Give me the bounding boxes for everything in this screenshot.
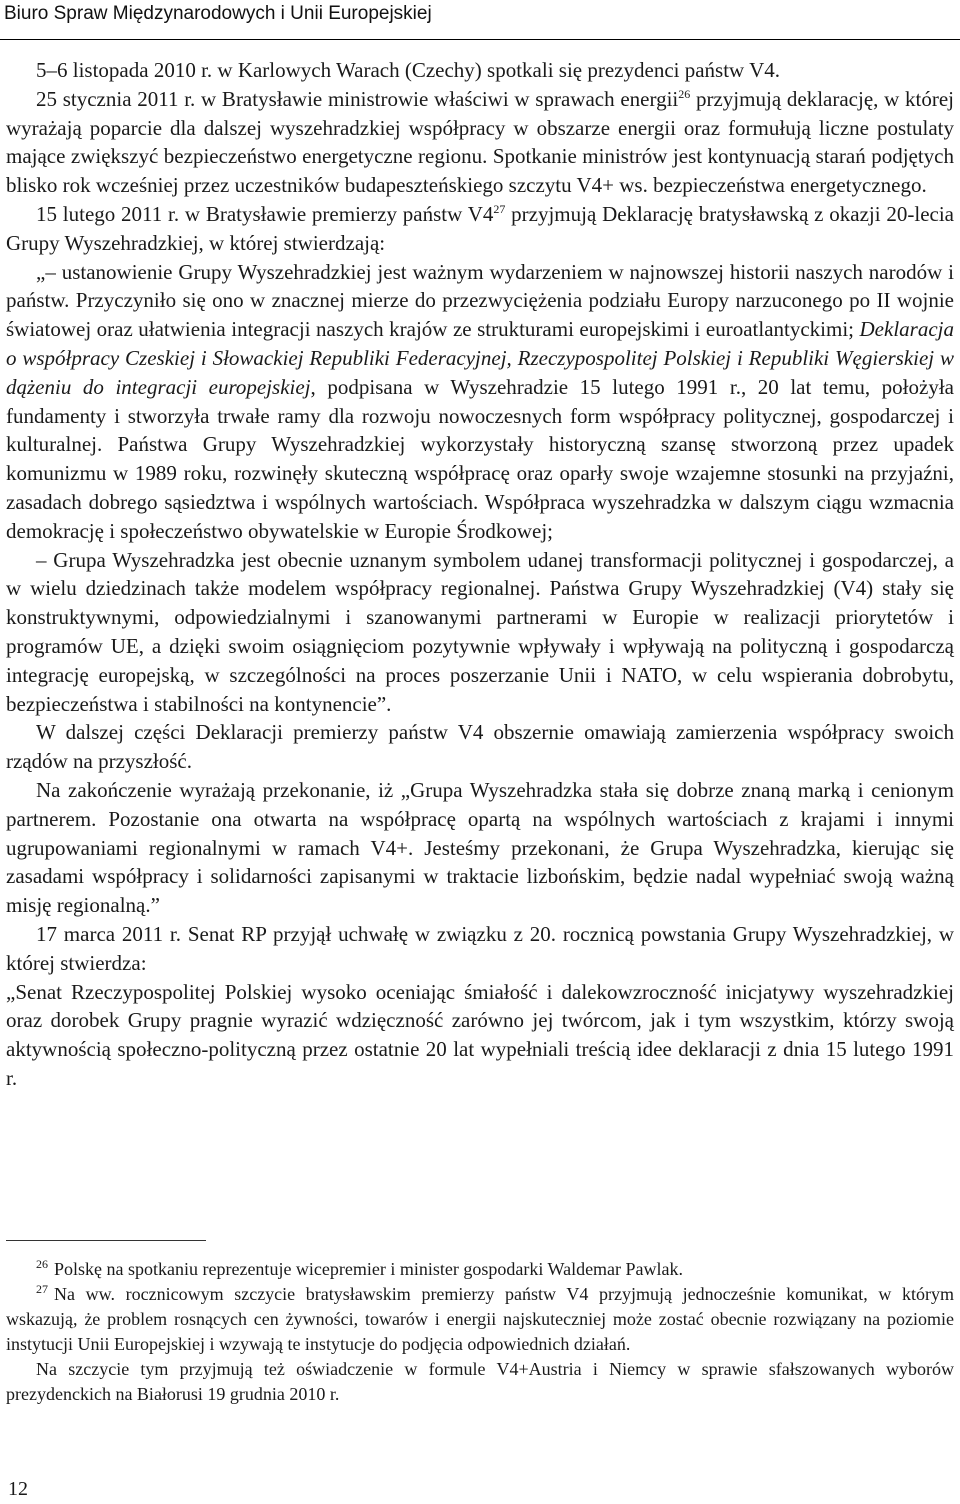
quote-text: „Senat Rzeczypospolitej Polskiej wysoko oceniając śmiałość i dalekowzroczność inicjatywy wyszehradzkiej oraz dorobek Grupy pragnie wyrazić wdzięczność zarówno jej twórcom, jak i tym wszystkim, którzy swoją aktywnością społeczno-polityczną przez ostatnie 20 lat wypełniali treścią idee deklaracji z dnia 15 lutego 1991 r.: [6, 979, 954, 1090]
footnote-divider: [6, 1240, 206, 1241]
page-number: 12: [8, 1478, 28, 1500]
quote-paragraph: [6, 978, 954, 1093]
main-text: [6, 56, 954, 1093]
paragraph: [6, 56, 954, 85]
running-header: [0, 0, 960, 40]
paragraph-text: 5–6 listopada 2010 r. w Karlowych Warach (Czechy) spotkali się prezydenci państw V4.: [36, 58, 781, 82]
paragraph-text: 25 stycznia 2011 r. w Bratysławie ministrowie właściwi w sprawach energii: [36, 86, 679, 111]
footnote-26: [6, 1257, 954, 1282]
paragraph-text: W dalszej części Deklaracji premierzy państw V4 obszernie omawiają zamierzenia współpracy swoich rządów na przyszłość.: [6, 720, 954, 774]
footnote-text: Polskę na spotkaniu reprezentuje wicepremier i minister gospodarki Waldemar Pawlak.: [54, 1259, 684, 1279]
quote-text: – Grupa Wyszehradzka jest obecnie uznanym symbolem udanej transformacji politycznej i gospodarczej, a w wielu dziedzinach także modelem współpracy regionalnej. Państwa Grupy Wyszehradzkiej (V4) stały się konstruktywnymi, odpowiedzialnymi i szanowanymi partnerami w Europie w realizacji priorytetów i programów UE, a dzięki swoim osiągnięciom pozytywnie wpływały i wpływają na polityczną i gospodarczą integrację europejską, w szczególności na proces poszerzanie Unii i NATO, w celu wspierania dobrobytu, bezpieczeństwa i stabilności na kontynencie”.: [6, 547, 954, 716]
paragraph-text: 17 marca 2011 r. Senat RP przyjął uchwałę w związku z 20. rocznicą powstania Grupy Wyszehradzkiej, w której stwierdza:: [6, 921, 954, 975]
footnote-ref[interactable]: 26: [678, 86, 691, 101]
header-title: Biuro Spraw Międzynarodowych i Unii Europejskiej: [4, 3, 432, 24]
paragraph-text: Na zakończenie wyrażają przekonanie, iż „Grupa Wyszehradzka stała się dobrze znaną marką i cenionym partnerem. Pozostanie ona otwarta na współpracę opartą na wspólnych wartościach z krajami i innymi ugrupowaniami regionalnymi w ramach V4+. Jesteśmy przekonani, że Grupa Wyszehradzka, kierując się zasadami współpracy i solidarności zapisanymi w traktacie lizbońskim, będzie nadal wypełniać swoją ważną misję regionalną.”: [6, 777, 954, 918]
footnote-number: 27: [36, 1282, 48, 1296]
footnote-text: Na szczycie tym przyjmują też oświadczenie w formule V4+Austria i Niemcy w sprawie sfałszowanych wyborów prezydenckich na Białorusi 19 grudnia 2010 r.: [6, 1359, 954, 1404]
paragraph-text: przyjmują deklarację, w której wyrażają poparcie dla dalszej wyszehradzkiej współpracy w obszarze energii oraz formułują liczne postulaty mające zwiększyć bezpieczeństwo energetyczne regionu. Spotkanie ministrów jest kontynuacją starań podjętych blisko rok wcześniej przez uczestników budapeszteńskiego szczytu V4+ ws. bezpieczeństwa energetycznego.: [6, 86, 954, 198]
footnote-27: [6, 1282, 954, 1357]
footnote-text: Na ww. rocznicowym szczycie bratysławskim premierzy państw V4 przyjmują jednocześnie komunikat, w którym wskazują, że problem rosnących cen żywności, towarów i energii najskuteczniej może zostać obecnie rozwiązany na poziomie instytucji Unii Europejskiej i wzywają te instytucje do podjęcia odpowiednich działań.: [6, 1284, 954, 1354]
paragraph: [6, 920, 954, 978]
footnotes: [6, 1240, 954, 1407]
quote-text: , podpisana w Wyszehradzie 15 lutego 1991 r., 20 lat temu, położyła fundamenty i stworzyła trwałe ramy dla rozwoju nowoczesnych form współpracy politycznej, gospodarczej i kulturalnej. Państwa Grupy Wyszehradzkiej wykorzystały historyczną szansę stworzoną przez upadek komunizmu w 1989 roku, rozwinęły skuteczną współpracę oraz oparły swoje wzajemne stosunki na przyjaźni, zasadach dobrego sąsiedztwa i wspólnych wartościach. Współpraca wyszehradzka w dalszym ciągu wzmacnia demokrację i społeczeństwo obywatelskie w Europie Środkowej;: [6, 374, 954, 543]
footnote-number: 26: [36, 1257, 48, 1271]
paragraph-text: przyjmują Deklarację bratysławską z okazji 20-lecia Grupy Wyszehradzkiej, w której stwierdzają:: [6, 201, 954, 255]
paragraph: [6, 718, 954, 776]
quote-paragraph: [6, 258, 954, 546]
quote-paragraph: [6, 546, 954, 719]
paragraph-text: 15 lutego 2011 r. w Bratysławie premierzy państw V4: [36, 201, 494, 226]
paragraph: [6, 85, 954, 200]
footnote-27-continued: [6, 1357, 954, 1407]
quote-text: „– ustanowienie Grupy Wyszehradzkiej jest ważnym wydarzeniem w najnowszej historii naszych narodów i państw. Przyczyniło się ono w znacznej mierze do przezwyciężenia podziału Europy narzuconego po II wojnie światowej oraz ułatwienia integracji naszych krajów ze strukturami europejskimi i euroatlantyckimi;: [6, 259, 954, 342]
paragraph: [6, 776, 954, 920]
footnote-ref[interactable]: 27: [493, 201, 506, 216]
quote-italic-title: Deklaracja o współpracy Czeskiej i Słowackiej Republiki Federacyjnej, Rzeczypospolitej Polskiej i Republiki Węgierskiej w dążeniu do integracji europejskiej: [6, 317, 954, 399]
paragraph: [6, 200, 954, 258]
